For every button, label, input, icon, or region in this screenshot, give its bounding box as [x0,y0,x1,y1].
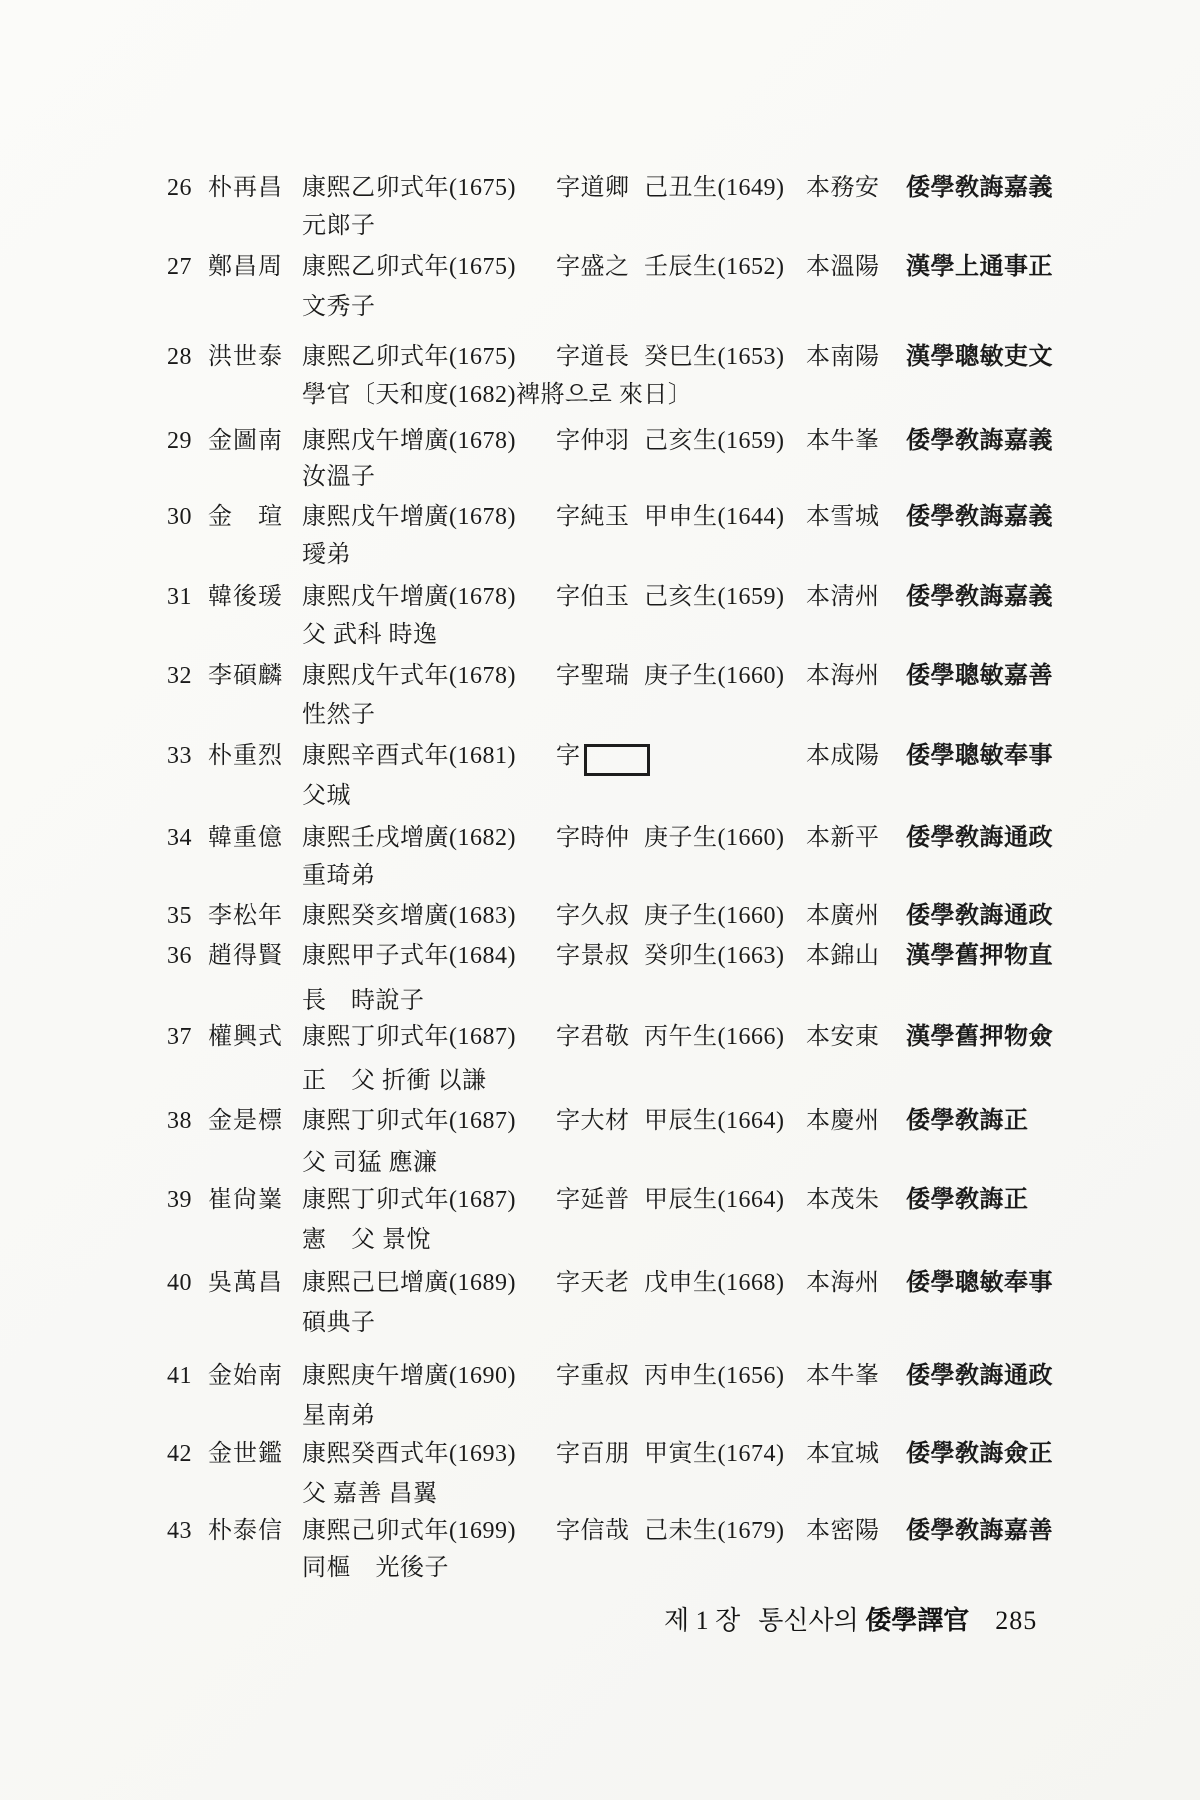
entry-birth-year: 甲申生(1644) [644,504,785,530]
entry-clan-origin: 本淸州 [806,584,880,610]
entry-number: 29 [167,428,192,454]
entry-birth-year: 庚子生(1660) [644,825,785,851]
entry-name: 李松年 [208,903,283,929]
entry-name: 韓後瑗 [208,584,283,610]
table-row [0,823,1200,903]
table-row [0,1106,1200,1186]
entry-name: 李碩麟 [208,663,283,689]
entry-note: 璦弟 [302,542,351,568]
entry-number: 42 [167,1441,192,1467]
entry-courtesy-name: 字仲羽 [556,428,630,454]
entry-courtesy-name: 字百朋 [556,1441,630,1467]
entry-courtesy-name: 字 [556,743,581,769]
blank-box [584,744,650,776]
entry-exam-year: 康熙己卯式年(1699) [302,1518,516,1544]
entry-exam-year: 康熙癸酉式年(1693) [302,1441,516,1467]
entry-exam-year: 康熙戊午增廣(1678) [302,584,516,610]
entry-clan-origin: 本茂朱 [806,1187,880,1213]
entry-rank-title: 倭學敎誨正 [906,1108,1029,1134]
entry-exam-year: 康熙戊午式年(1678) [302,663,516,689]
entry-birth-year: 甲辰生(1664) [644,1108,785,1134]
footer-section: 통신사의 [758,1606,859,1635]
table-row [0,1439,1200,1519]
entry-clan-origin: 本錦山 [806,943,880,969]
table-row [0,941,1200,1021]
entry-birth-year: 丙申生(1656) [644,1363,785,1389]
entry-clan-origin: 本雪城 [806,504,880,530]
entry-clan-origin: 本宜城 [806,1441,880,1467]
entry-clan-origin: 本牛峯 [806,428,880,454]
entry-name: 金 瑄 [208,504,283,530]
table-row [0,661,1200,741]
entry-birth-year: 壬辰生(1652) [644,254,785,280]
entry-rank-title: 倭學敎誨通政 [906,1363,1053,1389]
entry-birth-year: 己亥生(1659) [644,428,785,454]
entry-number: 27 [167,254,192,280]
entry-note: 父珹 [302,783,351,809]
page-number: 285 [995,1606,1038,1635]
entry-clan-origin: 本溫陽 [806,254,880,280]
entry-note: 父 武科 時逸 [302,622,438,648]
entry-rank-title: 倭學敎誨僉正 [906,1441,1053,1467]
entry-exam-year: 康熙戊午增廣(1678) [302,504,516,530]
entry-exam-year: 康熙丁卯式年(1687) [302,1024,516,1050]
entry-clan-origin: 本牛峯 [806,1363,880,1389]
entry-courtesy-name: 字延普 [556,1187,630,1213]
table-row [0,1268,1200,1348]
table-row [0,173,1200,253]
entry-name: 洪世泰 [208,344,283,370]
entry-courtesy-name: 字君敬 [556,1024,630,1050]
entry-rank-title: 倭學聰敏奉事 [906,743,1053,769]
table-row [0,342,1200,422]
entry-exam-year: 康熙辛酉式年(1681) [302,743,516,769]
entry-exam-year: 康熙乙卯式年(1675) [302,344,516,370]
entry-name: 金圖南 [208,428,283,454]
entry-name: 韓重億 [208,825,283,851]
entry-note: 同樞 光後子 [302,1555,449,1581]
table-row [0,426,1200,506]
entry-courtesy-name: 字聖瑞 [556,663,630,689]
entry-name: 朴泰信 [208,1518,283,1544]
entry-note: 汝溫子 [302,464,376,490]
page-footer [664,1604,1037,1638]
entry-courtesy-name: 字信哉 [556,1518,630,1544]
entry-number: 33 [167,743,192,769]
entry-courtesy-name: 字久叔 [556,903,630,929]
table-row [0,1361,1200,1441]
entry-clan-origin: 本新平 [806,825,880,851]
entry-exam-year: 康熙癸亥增廣(1683) [302,903,516,929]
entry-note: 文秀子 [302,294,376,320]
entry-number: 32 [167,663,192,689]
entry-rank-title: 倭學聰敏奉事 [906,1270,1053,1296]
entry-number: 26 [167,175,192,201]
table-row [0,502,1200,582]
entry-rank-title: 倭學敎誨嘉義 [906,175,1053,201]
entry-birth-year: 甲辰生(1664) [644,1187,785,1213]
entry-courtesy-name: 字景叔 [556,943,630,969]
entry-number: 31 [167,584,192,610]
entry-name: 趙得賢 [208,943,283,969]
table-row [0,1516,1200,1596]
entry-note: 學官〔天和度(1682)裨將으로 來日〕 [302,382,693,408]
entry-number: 43 [167,1518,192,1544]
entry-note: 性然子 [302,702,376,728]
entry-exam-year: 康熙庚午增廣(1690) [302,1363,516,1389]
entry-number: 40 [167,1270,192,1296]
entry-birth-year: 己丑生(1649) [644,175,785,201]
entry-rank-title: 倭學敎誨嘉善 [906,1518,1053,1544]
entry-courtesy-name: 字純玉 [556,504,630,530]
entry-rank-title: 倭學敎誨嘉義 [906,584,1053,610]
entry-number: 35 [167,903,192,929]
entry-rank-title: 倭學敎誨通政 [906,903,1053,929]
entry-rank-title: 倭學敎誨正 [906,1187,1029,1213]
entry-clan-origin: 本務安 [806,175,880,201]
entry-name: 朴重烈 [208,743,283,769]
entry-note: 正 父 折衝 以謙 [302,1068,487,1094]
entry-birth-year: 癸巳生(1653) [644,344,785,370]
table-row [0,741,1200,821]
entry-rank-title: 倭學敎誨通政 [906,825,1053,851]
entry-rank-title: 漢學舊押物直 [906,943,1053,969]
entry-name: 崔尙嶪 [208,1187,283,1213]
entry-clan-origin: 本廣州 [806,903,880,929]
footer-chapter: 제 1 장 [664,1606,741,1635]
entry-clan-origin: 本海州 [806,1270,880,1296]
entry-note: 父 司猛 應濂 [302,1150,438,1176]
entry-number: 38 [167,1108,192,1134]
entry-note: 憲 父 景悅 [302,1227,431,1253]
entry-birth-year: 己亥生(1659) [644,584,785,610]
entry-name: 金世鑑 [208,1441,283,1467]
entry-courtesy-name: 字盛之 [556,254,630,280]
entry-courtesy-name: 字伯玉 [556,584,630,610]
entry-exam-year: 康熙丁卯式年(1687) [302,1108,516,1134]
entry-name: 金始南 [208,1363,283,1389]
table-row [0,1022,1200,1102]
entry-note: 父 嘉善 昌翼 [302,1481,438,1507]
entry-courtesy-name: 字大材 [556,1108,630,1134]
table-row [0,582,1200,662]
entry-exam-year: 康熙戊午增廣(1678) [302,428,516,454]
entry-clan-origin: 本密陽 [806,1518,880,1544]
entry-courtesy-name: 字重叔 [556,1363,630,1389]
entry-rank-title: 漢學舊押物僉 [906,1024,1053,1050]
footer-section-hanja: 倭學譯官 [865,1606,970,1635]
entry-name: 鄭昌周 [208,254,283,280]
entry-rank-title: 倭學敎誨嘉義 [906,504,1053,530]
entry-rank-title: 倭學敎誨嘉義 [906,428,1053,454]
entry-number: 41 [167,1363,192,1389]
entry-rank-title: 倭學聰敏嘉善 [906,663,1053,689]
entry-number: 39 [167,1187,192,1213]
table-row [0,252,1200,332]
entry-birth-year: 己未生(1679) [644,1518,785,1544]
entry-name: 權興式 [208,1024,283,1050]
entry-number: 28 [167,344,192,370]
entry-birth-year: 丙午生(1666) [644,1024,785,1050]
entry-note: 星南弟 [302,1403,376,1429]
entry-exam-year: 康熙己巳增廣(1689) [302,1270,516,1296]
entry-birth-year: 戊申生(1668) [644,1270,785,1296]
entry-birth-year: 庚子生(1660) [644,903,785,929]
entry-number: 37 [167,1024,192,1050]
entry-number: 34 [167,825,192,851]
entry-exam-year: 康熙乙卯式年(1675) [302,254,516,280]
entry-courtesy-name: 字道卿 [556,175,630,201]
entry-birth-year: 庚子生(1660) [644,663,785,689]
table-row [0,1185,1200,1265]
entry-name: 朴再昌 [208,175,283,201]
entry-clan-origin: 本成陽 [806,743,880,769]
entry-note: 碩典子 [302,1310,376,1336]
entry-exam-year: 康熙甲子式年(1684) [302,943,516,969]
entry-clan-origin: 本海州 [806,663,880,689]
entry-number: 36 [167,943,192,969]
entry-clan-origin: 本安東 [806,1024,880,1050]
entry-birth-year: 癸卯生(1663) [644,943,785,969]
entry-name: 吳萬昌 [208,1270,283,1296]
entry-number: 30 [167,504,192,530]
entry-courtesy-name: 字天老 [556,1270,630,1296]
entry-clan-origin: 本南陽 [806,344,880,370]
entry-clan-origin: 本慶州 [806,1108,880,1134]
entry-exam-year: 康熙壬戌增廣(1682) [302,825,516,851]
entry-birth-year: 甲寅生(1674) [644,1441,785,1467]
entry-exam-year: 康熙乙卯式年(1675) [302,175,516,201]
entry-rank-title: 漢學上通事正 [906,254,1053,280]
entry-courtesy-name: 字道長 [556,344,630,370]
entry-rank-title: 漢學聰敏吏文 [906,344,1053,370]
entry-note: 重琦弟 [302,863,376,889]
entry-name: 金是標 [208,1108,283,1134]
entry-note: 長 時說子 [302,988,425,1014]
entry-exam-year: 康熙丁卯式年(1687) [302,1187,516,1213]
entry-note: 元郞子 [302,213,376,239]
entry-courtesy-name: 字時仲 [556,825,630,851]
